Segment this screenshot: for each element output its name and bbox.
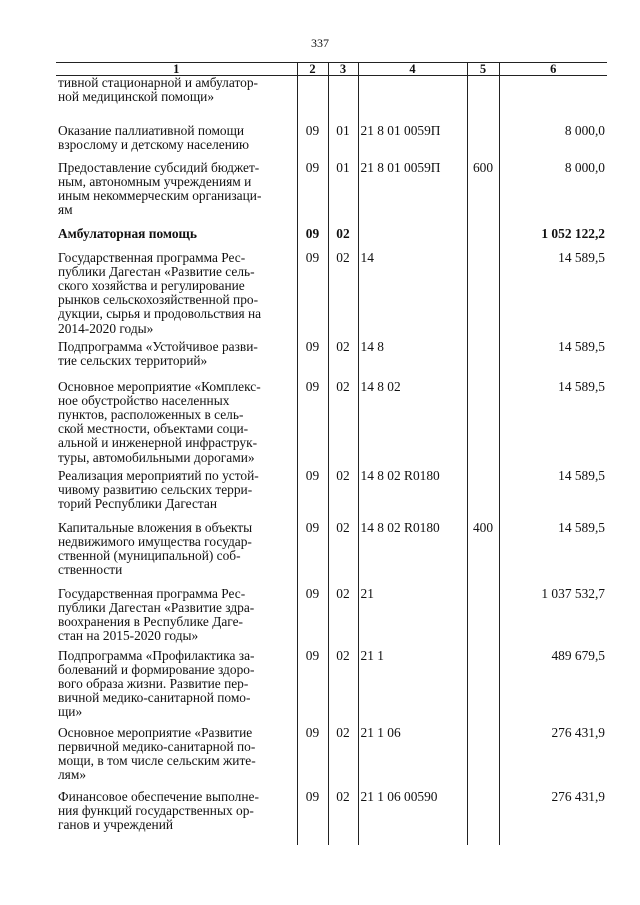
table-row [56, 124, 607, 161]
row-name: Реализация мероприятий по устой- чивому развитию сельских терри- торий Республики Дагестан [58, 467, 259, 511]
table-row [56, 587, 607, 649]
row-target-code: 21 8 01 0059П [358, 124, 467, 161]
row-section: 09 [297, 790, 328, 845]
row-subsection: 02 [328, 521, 358, 587]
table-row [56, 161, 607, 227]
row-subsection: 02 [328, 649, 358, 726]
table-row [56, 227, 607, 251]
row-target-code: 14 8 02 [358, 380, 467, 469]
row-subsection: 01 [328, 124, 358, 161]
row-expense-type: 600 [467, 161, 499, 227]
row-subsection: 02 [328, 790, 358, 845]
row-expense-type: 400 [467, 521, 499, 587]
row-section: 09 [297, 469, 328, 521]
row-subsection: 02 [328, 380, 358, 469]
row-target-code [358, 76, 467, 124]
row-amount: 276 431,9 [499, 790, 607, 845]
row-amount: 8 000,0 [499, 161, 607, 227]
row-subsection: 02 [328, 587, 358, 649]
row-section: 09 [297, 161, 328, 227]
row-target-code: 14 [358, 251, 467, 340]
row-target-code [358, 227, 467, 251]
row-name: Подпрограмма «Профилактика за- болеваний и формирование здоро- вого образа жизни. Развитие пер- вичной медико-санитарной помо- щи» [58, 647, 255, 720]
col-header-5: 5 [467, 63, 499, 76]
row-target-code: 21 1 06 [358, 726, 467, 790]
row-subsection: 02 [328, 227, 358, 251]
row-amount: 14 589,5 [499, 469, 607, 521]
row-section: 09 [297, 649, 328, 726]
row-subsection: 02 [328, 469, 358, 521]
row-section: 09 [297, 380, 328, 469]
row-amount: 14 589,5 [499, 380, 607, 469]
table-row [56, 76, 607, 124]
row-expense-type [467, 380, 499, 469]
row-name: Капитальные вложения в объекты недвижимого имущества государ- ственной (муниципальной) соб- ственности [58, 519, 253, 578]
row-name: Государственная программа Рес- публики Дагестан «Развитие сель- ского хозяйства и регулирование рынков сельскохозяйственной про- дукции, сырья и продовольствия на 2014-2020 годы» [58, 249, 262, 336]
col-header-3: 3 [328, 63, 358, 76]
row-section: 09 [297, 521, 328, 587]
row-amount: 1 037 532,7 [499, 587, 607, 649]
row-target-code: 21 1 06 00590 [358, 790, 467, 845]
table-row [56, 790, 607, 845]
row-name: Финансовое обеспечение выполне- ния функций государственных ор- ганов и учреждений [58, 788, 259, 832]
row-expense-type [467, 227, 499, 251]
row-name: Оказание паллиативной помощи взрослому и детскому населению [58, 122, 250, 152]
row-section: 09 [297, 587, 328, 649]
row-expense-type [467, 76, 499, 124]
row-expense-type [467, 469, 499, 521]
row-name: тивной стационарной и амбулатор- ной медицинской помощи» [58, 75, 258, 105]
row-amount: 489 679,5 [499, 649, 607, 726]
row-section: 09 [297, 340, 328, 380]
row-section: 09 [297, 227, 328, 251]
row-target-code: 14 8 02 R0180 [358, 521, 467, 587]
row-name: Подпрограмма «Устойчивое разви- тие сельских территорий» [58, 338, 258, 368]
row-section: 09 [297, 726, 328, 790]
table-row [56, 380, 607, 469]
row-amount: 1 052 122,2 [499, 227, 607, 251]
row-expense-type [467, 124, 499, 161]
row-name: Основное мероприятие «Развитие первичной медико-санитарной по- мощи, в том числе сельским жите- лям» [58, 724, 256, 783]
row-name: Основное мероприятие «Комплекс- ное обустройство населенных пунктов, расположенных в сель- ской местности, объектами соци- альной и инженерной инфраструк- туры, автомобильными дорогами» [58, 378, 261, 465]
col-header-4: 4 [358, 63, 467, 76]
table-row [56, 649, 607, 726]
row-amount [499, 76, 607, 124]
row-subsection: 02 [328, 726, 358, 790]
row-subsection: 01 [328, 161, 358, 227]
col-header-1: 1 [56, 63, 297, 76]
row-subsection [328, 76, 358, 124]
budget-table [56, 62, 607, 845]
row-target-code: 21 [358, 587, 467, 649]
row-section: 09 [297, 251, 328, 340]
col-header-6: 6 [499, 63, 607, 76]
row-name: Предоставление субсидий бюджет- ным, автономным учреждениям и иным некоммерческим организаци- ям [58, 159, 262, 218]
page-number: 337 [311, 36, 329, 50]
row-target-code: 14 8 [358, 340, 467, 380]
row-target-code: 21 8 01 0059П [358, 161, 467, 227]
row-section: 09 [297, 124, 328, 161]
row-expense-type [467, 790, 499, 845]
row-amount: 14 589,5 [499, 251, 607, 340]
row-name: Государственная программа Рес- публики Дагестан «Развитие здра- воохранения в Республике Даге- стан на 2015-2020 годы» [58, 585, 255, 644]
row-amount: 14 589,5 [499, 340, 607, 380]
table-row [56, 469, 607, 521]
row-target-code: 21 1 [358, 649, 467, 726]
row-amount: 8 000,0 [499, 124, 607, 161]
row-section [297, 76, 328, 124]
col-header-2: 2 [297, 63, 328, 76]
row-expense-type [467, 726, 499, 790]
table-row [56, 340, 607, 380]
table-row [56, 521, 607, 587]
row-amount: 14 589,5 [499, 521, 607, 587]
row-subsection: 02 [328, 251, 358, 340]
row-target-code: 14 8 02 R0180 [358, 469, 467, 521]
table-row [56, 251, 607, 340]
header-row [56, 63, 607, 76]
row-expense-type [467, 649, 499, 726]
row-amount: 276 431,9 [499, 726, 607, 790]
row-subsection: 02 [328, 340, 358, 380]
row-expense-type [467, 251, 499, 340]
row-expense-type [467, 587, 499, 649]
row-expense-type [467, 340, 499, 380]
row-name: Амбулаторная помощь [58, 225, 197, 241]
table-row [56, 726, 607, 790]
